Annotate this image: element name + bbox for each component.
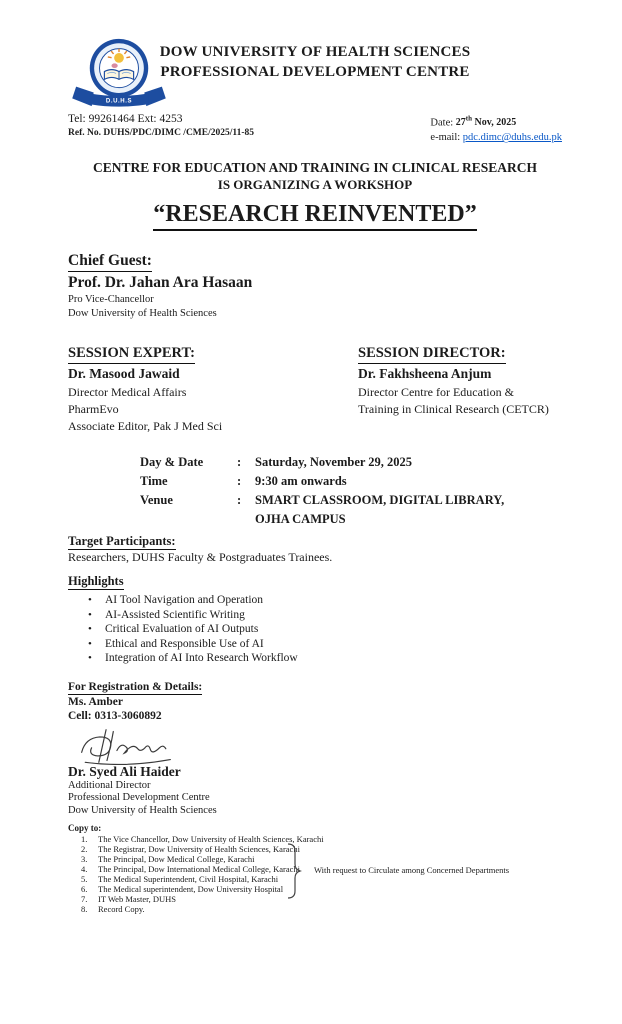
signatory-name: Dr. Syed Ali Haider xyxy=(68,763,181,779)
copy-to-item: 4. The Principal, Dow International Medical College, Karachi xyxy=(81,864,301,875)
announcement xyxy=(68,159,562,231)
signatory-org: Dow University of Health Sciences xyxy=(68,804,217,816)
letterhead-titles xyxy=(68,42,562,82)
highlight-item: • AI Tool Navigation and Operation xyxy=(88,594,264,607)
detail-row-time xyxy=(140,472,562,491)
letterhead xyxy=(68,36,562,108)
copy-to-item: 5. The Medical Superintendent, Civil Hospital, Karachi xyxy=(81,874,279,885)
highlights-section xyxy=(68,572,562,666)
date-value: 27th Nov, 2025 xyxy=(455,115,517,129)
reference-number: Ref. No. DUHS/PDC/DIMC /CME/2025/11-85 xyxy=(68,128,255,138)
bullet-icon: • xyxy=(88,623,92,636)
highlight-item: • Ethical and Responsible Use of AI xyxy=(88,637,264,650)
centre-name: PROFESSIONAL DEVELOPMENT CENTRE xyxy=(160,64,470,80)
session-expert-role: Director Medical Affairs xyxy=(68,385,187,400)
university-name: DOW UNIVERSITY OF HEALTH SCIENCES xyxy=(159,44,471,60)
email-row xyxy=(430,130,562,145)
session-expert-org: PharmEvo xyxy=(68,402,119,417)
session-director-heading: SESSION DIRECTOR: xyxy=(358,344,506,364)
detail-label: Venue xyxy=(140,493,173,508)
chief-guest-institution: Dow University of Health Sciences xyxy=(68,307,217,319)
copy-to-heading: Copy to: xyxy=(68,823,102,834)
signature xyxy=(68,727,193,765)
telephone: Tel: 99261464 Ext: 4253 xyxy=(68,113,183,125)
copy-to-item: 6. The Medical superintendent, Dow University Hospital xyxy=(81,884,284,895)
highlight-item: • Critical Evaluation of AI Outputs xyxy=(88,623,259,636)
detail-row-venue xyxy=(140,491,562,529)
copy-to-section xyxy=(68,823,562,914)
session-director-name: Dr. Fakhsheena Anjum xyxy=(358,366,492,382)
detail-value: 9:30 am onwards xyxy=(255,474,347,489)
contact-left xyxy=(68,112,254,145)
session-expert-name: Dr. Masood Jawaid xyxy=(68,366,180,382)
target-participants-section xyxy=(68,532,562,565)
session-expert-extra: Associate Editor, Pak J Med Sci xyxy=(68,419,223,434)
registration-section xyxy=(68,677,562,723)
copy-to-item: 2. The Registrar, Dow University of Health Sciences, Karachi xyxy=(81,844,300,855)
bullet-icon: • xyxy=(88,637,92,650)
bullet-icon: • xyxy=(88,608,92,621)
registration-contact-cell: Cell: 0313-3060892 xyxy=(68,709,162,722)
signatory-title: Additional Director xyxy=(68,779,151,791)
session-director-role1: Director Centre for Education & xyxy=(358,385,514,400)
copy-to-item: 7. IT Web Master, DUHS xyxy=(81,894,176,905)
letter-date xyxy=(430,112,562,130)
session-expert-heading: SESSION EXPERT: xyxy=(68,344,195,364)
chief-guest-section xyxy=(68,251,562,320)
session-row xyxy=(68,344,562,435)
announcement-line1: CENTRE FOR EDUCATION AND TRAINING IN CLINICAL RESEARCH xyxy=(93,160,537,176)
contact-right xyxy=(430,112,562,145)
detail-value: SMART CLASSROOM, DIGITAL LIBRARY, OJHA CAMPUS xyxy=(255,493,505,527)
copy-to-item: 8. Record Copy. xyxy=(81,904,145,915)
copy-to-item: 1. The Vice Chancellor, Dow University of Health Sciences, Karachi xyxy=(81,834,324,845)
detail-colon: : xyxy=(237,493,242,508)
event-details xyxy=(140,453,562,529)
detail-colon: : xyxy=(237,474,242,489)
workshop-title: “RESEARCH REINVENTED” xyxy=(153,200,476,231)
target-participants-text: Researchers, DUHS Faculty & Postgraduates Trainees. xyxy=(68,550,333,565)
highlight-item: • Integration of AI Into Research Workflow xyxy=(88,652,298,665)
detail-value: Saturday, November 29, 2025 xyxy=(255,455,413,470)
detail-label: Time xyxy=(140,474,168,489)
signatory-dept: Professional Development Centre xyxy=(68,792,210,804)
circulation-note: With request to Circulate among Concerned Departments xyxy=(314,865,510,876)
highlight-item: • AI-Assisted Scientific Writing xyxy=(88,608,245,621)
email-link[interactable]: pdc.dimc@duhs.edu.pk xyxy=(462,132,562,144)
chief-guest-name: Prof. Dr. Jahan Ara Hasaan xyxy=(68,274,253,292)
chief-guest-designation: Pro Vice-Chancellor xyxy=(68,294,154,306)
email-label: e-mail: xyxy=(430,132,463,144)
bullet-icon: • xyxy=(88,652,92,665)
contact-row xyxy=(68,112,562,145)
target-participants-heading: Target Participants: xyxy=(68,534,176,549)
announcement-line2: IS ORGANIZING A WORKSHOP xyxy=(217,177,413,193)
highlights-heading: Highlights xyxy=(68,574,124,589)
session-director-role2: Training in Clinical Research (CETCR) xyxy=(358,402,549,417)
session-director-section xyxy=(358,344,562,435)
session-expert-section xyxy=(68,344,358,435)
detail-label: Day & Date xyxy=(140,455,204,470)
detail-colon: : xyxy=(237,455,242,470)
brace-icon xyxy=(286,843,302,899)
date-label: Date: xyxy=(430,117,456,129)
registration-heading: For Registration & Details: xyxy=(68,680,203,693)
logo-banner-text: D.U.H.S xyxy=(105,98,133,105)
chief-guest-heading: Chief Guest: xyxy=(68,251,152,272)
signatory-block xyxy=(68,764,562,818)
detail-row-date xyxy=(140,453,562,472)
bullet-icon: • xyxy=(88,594,92,607)
registration-contact-name: Ms. Amber xyxy=(68,695,123,708)
copy-to-item: 3. The Principal, Dow Medical College, Karachi xyxy=(81,854,255,865)
highlights-list xyxy=(68,593,562,666)
